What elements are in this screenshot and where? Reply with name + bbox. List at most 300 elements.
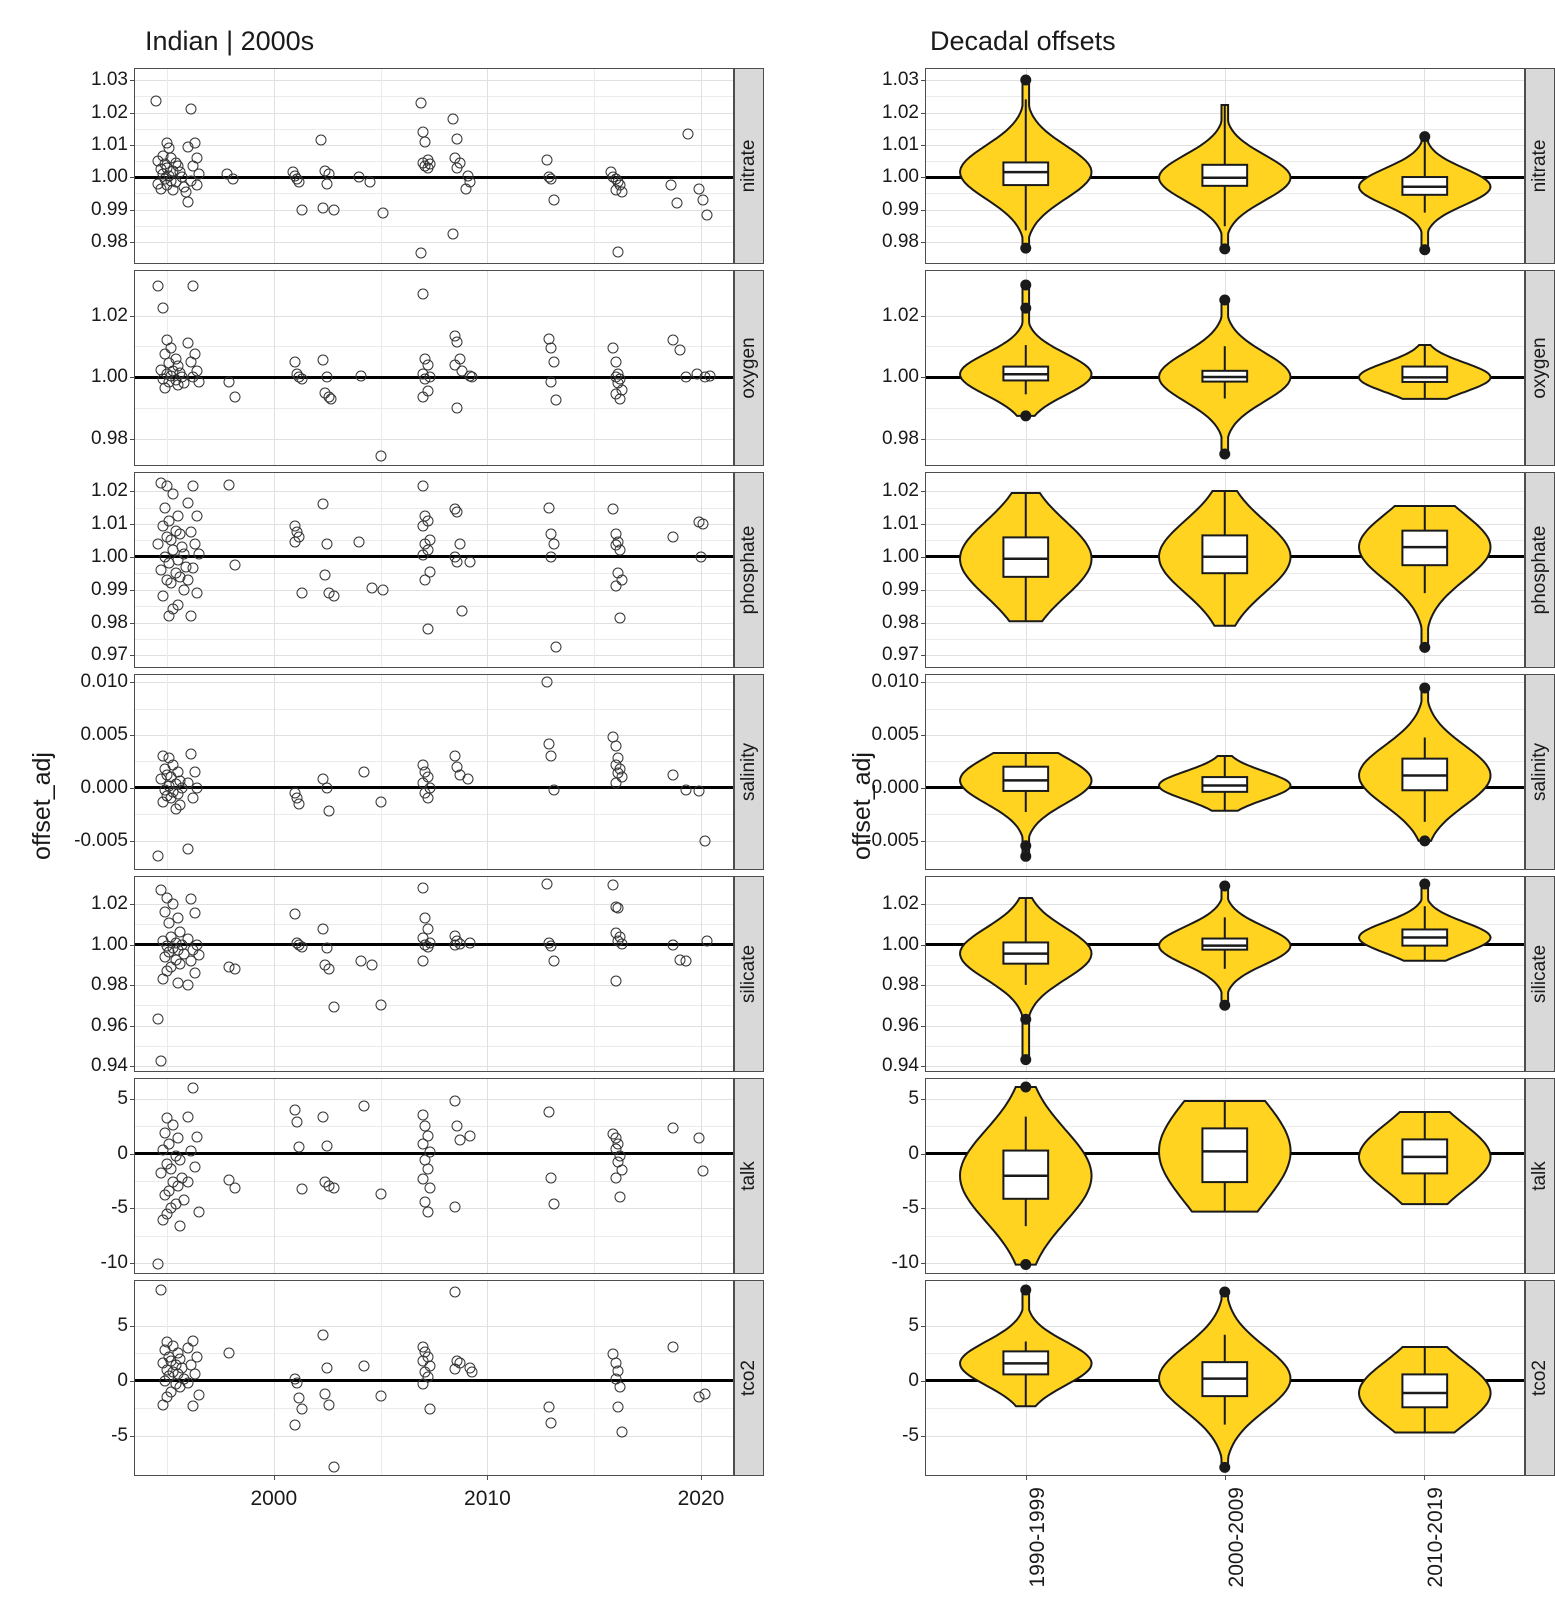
plot-area-phosphate-left	[91, 472, 734, 668]
gridline-vertical-minor	[594, 69, 595, 263]
data-point	[151, 96, 162, 107]
y-tick-mark	[130, 1326, 135, 1327]
data-point	[681, 955, 692, 966]
data-point	[324, 806, 335, 817]
data-point	[608, 342, 619, 353]
data-point	[185, 104, 196, 115]
data-point	[322, 178, 333, 189]
gridline-horizontal-minor	[135, 814, 733, 815]
data-point	[290, 1419, 301, 1430]
data-point	[418, 481, 429, 492]
plot-area-talk-right	[891, 1078, 1525, 1274]
facet-strip-label: talk	[1529, 1161, 1550, 1191]
data-point	[452, 556, 463, 567]
violin-2000-2009	[1159, 105, 1291, 249]
gridline-vertical-minor	[381, 1079, 382, 1273]
data-point	[296, 588, 307, 599]
data-point	[452, 133, 463, 144]
data-point	[614, 393, 625, 404]
data-point	[367, 583, 378, 594]
data-point	[550, 642, 561, 653]
data-point	[228, 173, 239, 184]
gridline-horizontal	[135, 1208, 733, 1209]
y-tick-label: 0	[117, 1142, 128, 1164]
data-point	[668, 939, 679, 950]
violin-2000-2009	[1159, 300, 1291, 454]
data-point	[187, 281, 198, 292]
y-tick-mark	[921, 1099, 926, 1100]
y-tick-label: 0.99	[882, 578, 919, 600]
plot-area-tco2-left	[111, 1280, 734, 1510]
data-point	[424, 1182, 435, 1193]
gridline-horizontal-minor	[135, 639, 733, 640]
data-point	[168, 489, 179, 500]
data-point	[375, 1391, 386, 1402]
data-point	[191, 510, 202, 521]
y-tick-mark	[130, 904, 135, 905]
y-tick-mark	[130, 491, 135, 492]
data-point	[155, 1284, 166, 1295]
data-point	[294, 798, 305, 809]
violin-1990-1999	[960, 493, 1092, 621]
data-point	[324, 1399, 335, 1410]
data-point	[354, 537, 365, 548]
facet-salinity-right	[865, 671, 1555, 870]
facet-talk-left	[100, 1078, 764, 1274]
y-tick-label: 1.00	[882, 545, 919, 567]
data-point	[550, 395, 561, 406]
data-point	[189, 767, 200, 778]
data-point	[377, 207, 388, 218]
y-tick-label: 1.00	[91, 366, 128, 388]
y-tick-mark	[921, 655, 926, 656]
facet-strip-nitrate	[1525, 68, 1555, 264]
data-point	[546, 1418, 557, 1429]
violin-2010-2019	[1359, 884, 1491, 961]
data-point	[157, 796, 168, 807]
y-tick-label: 0.98	[91, 611, 128, 633]
facet-strip-label: silicate	[1529, 944, 1550, 1004]
data-point	[164, 918, 175, 929]
data-point	[681, 784, 692, 795]
x-tick-label: 2010	[464, 1487, 511, 1510]
data-point	[290, 356, 301, 367]
data-point	[153, 538, 164, 549]
y-tick-label: 0.94	[882, 1054, 919, 1076]
y-tick-mark	[130, 841, 135, 842]
plot-area-oxygen-left	[91, 270, 734, 466]
y-tick-label: 5	[908, 1087, 919, 1109]
data-point	[375, 1000, 386, 1011]
data-point	[317, 1329, 328, 1340]
data-point	[183, 497, 194, 508]
facet-phosphate-left	[91, 472, 764, 668]
gridline-horizontal	[135, 210, 733, 211]
data-point	[416, 248, 427, 259]
gridline-horizontal	[135, 904, 733, 905]
data-point	[544, 738, 555, 749]
y-tick-label: 0	[117, 1369, 128, 1391]
data-point	[320, 569, 331, 580]
y-tick-label: 1.02	[91, 101, 128, 123]
gridline-vertical-minor	[594, 473, 595, 667]
data-point	[358, 1361, 369, 1372]
y-tick-mark	[921, 985, 926, 986]
data-point	[610, 777, 621, 788]
data-point	[452, 162, 463, 173]
data-point	[322, 942, 333, 953]
y-tick-label: 0.98	[882, 974, 919, 996]
data-point	[375, 450, 386, 461]
gridline-horizontal-minor	[135, 709, 733, 710]
data-point	[320, 1388, 331, 1399]
data-point	[614, 612, 625, 623]
data-point	[317, 203, 328, 214]
data-point	[548, 538, 559, 549]
data-point	[616, 938, 627, 949]
violin-1990-1999	[960, 80, 1092, 248]
data-point	[452, 507, 463, 518]
data-point	[296, 373, 307, 384]
data-point	[170, 803, 181, 814]
y-tick-label: 0.005	[80, 724, 128, 746]
data-point	[375, 1189, 386, 1200]
gridline-vertical	[274, 271, 275, 465]
data-point	[322, 1140, 333, 1151]
data-point	[183, 574, 194, 585]
y-tick-label: 5	[117, 1087, 128, 1109]
data-point	[546, 1172, 557, 1183]
gridline-vertical	[701, 1281, 702, 1475]
data-point	[450, 1286, 461, 1297]
data-point	[183, 196, 194, 207]
data-point	[191, 1132, 202, 1143]
data-point	[693, 1133, 704, 1144]
violin-1990-1999	[960, 285, 1092, 416]
y-axis-label-right: offset_adj	[848, 752, 876, 860]
data-point	[422, 624, 433, 635]
data-point	[315, 135, 326, 146]
facet-strip-label: tco2	[1529, 1360, 1550, 1396]
data-point	[187, 1400, 198, 1411]
data-point	[422, 1206, 433, 1217]
data-point	[155, 1168, 166, 1179]
data-point	[668, 532, 679, 543]
data-point	[612, 246, 623, 257]
data-point	[328, 1182, 339, 1193]
data-point	[159, 1127, 170, 1138]
y-tick-mark	[130, 682, 135, 683]
data-point	[358, 1101, 369, 1112]
x-tick-mark	[701, 1475, 702, 1480]
gridline-horizontal-minor	[135, 226, 733, 227]
data-point	[542, 879, 553, 890]
data-point	[317, 355, 328, 366]
gridline-horizontal-minor	[135, 924, 733, 925]
y-tick-mark	[130, 590, 135, 591]
facet-nitrate-right	[882, 68, 1555, 264]
data-point	[422, 793, 433, 804]
data-point	[375, 796, 386, 807]
data-point	[292, 1377, 303, 1388]
data-point	[465, 1130, 476, 1141]
gridline-vertical	[487, 271, 488, 465]
data-point	[317, 499, 328, 510]
facet-strip-tco2	[1525, 1280, 1555, 1476]
y-tick-label: 0.010	[80, 671, 128, 693]
y-tick-label: 0.98	[91, 974, 128, 996]
data-point	[157, 520, 168, 531]
data-point	[668, 770, 679, 781]
facet-tco2-left	[111, 1280, 764, 1510]
data-point	[191, 588, 202, 599]
violin-2000-2009	[1159, 756, 1291, 811]
data-point	[461, 183, 472, 194]
gridline-horizontal-minor	[135, 1236, 733, 1237]
data-point	[546, 376, 557, 387]
data-point	[164, 611, 175, 622]
y-tick-mark	[921, 491, 926, 492]
data-point	[290, 1104, 301, 1115]
violin-2000-2009	[1159, 886, 1291, 1005]
data-point	[185, 894, 196, 905]
y-tick-mark	[921, 210, 926, 211]
data-point	[328, 1462, 339, 1473]
y-tick-mark	[921, 735, 926, 736]
y-tick-mark	[921, 439, 926, 440]
plot-area-tco2-right	[902, 1280, 1525, 1588]
data-point	[456, 606, 467, 617]
data-point	[183, 1177, 194, 1188]
data-point	[418, 1110, 429, 1121]
data-point	[681, 372, 692, 383]
gridline-vertical-minor	[381, 675, 382, 869]
data-point	[185, 527, 196, 538]
data-point	[422, 162, 433, 173]
data-point	[159, 383, 170, 394]
data-point	[153, 1014, 164, 1025]
facet-strip-nitrate	[734, 68, 764, 264]
y-tick-label: -10	[100, 1252, 128, 1274]
violin-1990-1999	[960, 753, 1092, 856]
data-point	[230, 392, 241, 403]
data-point	[185, 1146, 196, 1157]
gridline-horizontal-minor	[135, 96, 733, 97]
facet-strip-label: oxygen	[1529, 337, 1550, 399]
data-point	[548, 955, 559, 966]
data-point	[467, 372, 478, 383]
data-point	[616, 186, 627, 197]
data-point	[668, 1123, 679, 1134]
x-tick-mark	[1424, 1475, 1425, 1480]
data-point	[448, 114, 459, 125]
data-point	[420, 373, 431, 384]
data-point	[191, 782, 202, 793]
data-point	[166, 578, 177, 589]
data-point	[356, 370, 367, 381]
data-point	[294, 1393, 305, 1404]
gridline-vertical	[274, 1281, 275, 1475]
violin-2000-2009	[1159, 1101, 1291, 1212]
data-point	[542, 154, 553, 165]
y-tick-label: 1.02	[91, 304, 128, 326]
facet-silicate-right	[882, 876, 1555, 1076]
data-point	[290, 909, 301, 920]
y-tick-mark	[921, 904, 926, 905]
facet-phosphate-right	[882, 472, 1555, 668]
plot-area-silicate-right	[882, 876, 1525, 1076]
data-point	[317, 1112, 328, 1123]
data-point	[183, 1112, 194, 1123]
data-point	[296, 204, 307, 215]
y-tick-label: 1.00	[882, 933, 919, 955]
data-point	[185, 611, 196, 622]
x-tick-label: 2000	[250, 1487, 298, 1510]
data-point	[548, 784, 559, 795]
y-tick-label: 0	[908, 1142, 919, 1164]
data-point	[354, 172, 365, 183]
facet-strip-silicate	[734, 876, 764, 1072]
data-point	[159, 502, 170, 513]
gridline-horizontal-minor	[135, 1046, 733, 1047]
data-point	[187, 793, 198, 804]
y-tick-mark	[921, 590, 926, 591]
data-point	[187, 481, 198, 492]
data-point	[322, 1362, 333, 1373]
gridline-vertical	[274, 675, 275, 869]
facet-talk-right	[891, 1078, 1555, 1274]
data-point	[454, 538, 465, 549]
data-point	[546, 940, 557, 951]
plot-area-salinity-right	[865, 671, 1525, 870]
data-point	[546, 342, 557, 353]
data-point	[702, 935, 713, 946]
facet-strip-label: salinity	[1529, 742, 1550, 802]
data-point	[666, 180, 677, 191]
data-point	[185, 749, 196, 760]
data-point	[290, 537, 301, 548]
gridline-horizontal	[135, 316, 733, 317]
gridline-horizontal-minor	[135, 1126, 733, 1127]
gridline-vertical	[274, 69, 275, 263]
data-point	[159, 1190, 170, 1201]
data-point	[452, 336, 463, 347]
gridline-vertical	[487, 675, 488, 869]
data-point	[172, 379, 183, 390]
y-tick-label: 0.97	[882, 644, 919, 666]
data-point	[546, 173, 557, 184]
y-tick-mark	[130, 985, 135, 986]
data-point	[467, 1366, 478, 1377]
left-panel-title: Indian | 2000s	[145, 26, 315, 56]
gridline-vertical	[701, 473, 702, 667]
data-point	[168, 899, 179, 910]
data-point	[544, 1402, 555, 1413]
data-point	[614, 1382, 625, 1393]
gridline-horizontal	[135, 524, 733, 525]
data-point	[191, 180, 202, 191]
data-point	[296, 1183, 307, 1194]
y-tick-label: 1.01	[882, 512, 919, 534]
data-point	[159, 1375, 170, 1386]
x-tick-label-2010-2019: 2010-2019	[1424, 1487, 1448, 1588]
gridline-vertical	[487, 1079, 488, 1273]
data-point	[616, 1427, 627, 1438]
data-point	[230, 963, 241, 974]
data-point	[328, 204, 339, 215]
data-point	[322, 782, 333, 793]
y-tick-mark	[130, 1099, 135, 1100]
data-point	[157, 302, 168, 313]
gridline-horizontal	[135, 1326, 733, 1327]
plot-area-talk-left	[100, 1078, 734, 1274]
y-tick-mark	[921, 1208, 926, 1209]
data-point	[194, 548, 205, 559]
data-point	[418, 550, 429, 561]
gridline-horizontal-minor	[135, 606, 733, 607]
data-point	[358, 767, 369, 778]
gridline-horizontal	[135, 1263, 733, 1264]
data-point	[610, 740, 621, 751]
gridline-vertical-minor	[381, 1281, 382, 1475]
gridline-horizontal	[135, 242, 733, 243]
gridline-horizontal	[135, 80, 733, 81]
gridline-vertical	[274, 473, 275, 667]
gridline-vertical	[701, 271, 702, 465]
data-point	[172, 978, 183, 989]
data-point	[674, 344, 685, 355]
data-point	[377, 584, 388, 595]
y-tick-label: 0.99	[91, 578, 128, 600]
data-point	[187, 1082, 198, 1093]
data-point	[546, 751, 557, 762]
y-tick-mark	[130, 1436, 135, 1437]
data-point	[183, 141, 194, 152]
x-tick-mark	[1026, 1475, 1027, 1480]
y-tick-mark	[921, 1263, 926, 1264]
data-point	[416, 97, 427, 108]
y-tick-mark	[921, 145, 926, 146]
data-point	[364, 177, 375, 188]
y-tick-mark	[921, 623, 926, 624]
facet-strip-label: silicate	[738, 944, 759, 1004]
data-point	[450, 1095, 461, 1106]
y-tick-mark	[130, 242, 135, 243]
y-tick-label: -5	[111, 1424, 128, 1446]
gridline-horizontal	[135, 623, 733, 624]
data-point	[189, 1161, 200, 1172]
data-point	[548, 356, 559, 367]
y-tick-label: 0.98	[91, 230, 128, 252]
y-tick-label: 1.02	[91, 480, 128, 502]
data-point	[294, 1141, 305, 1152]
data-point	[328, 591, 339, 602]
y-tick-label: -0.005	[865, 829, 919, 851]
data-point	[548, 1198, 559, 1209]
y-tick-label: -5	[902, 1197, 919, 1219]
violin-2010-2019	[1359, 345, 1491, 399]
data-point	[367, 959, 378, 970]
gridline-vertical-minor	[381, 69, 382, 263]
y-tick-label: 1.00	[91, 545, 128, 567]
data-point	[668, 1341, 679, 1352]
reference-line	[135, 555, 733, 558]
gridline-horizontal	[135, 113, 733, 114]
data-point	[166, 1163, 177, 1174]
y-tick-label: 1.02	[882, 101, 919, 123]
y-tick-mark	[921, 841, 926, 842]
data-point	[174, 1155, 185, 1166]
